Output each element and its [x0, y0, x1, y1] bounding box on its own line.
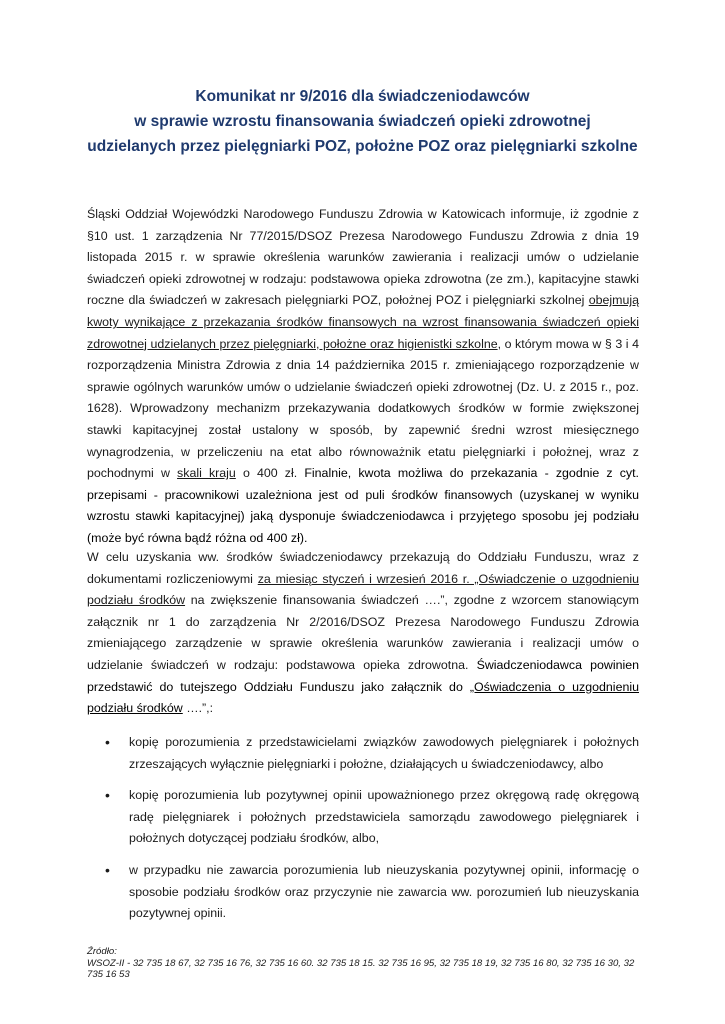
list-item: [87, 860, 639, 925]
paragraph-1-text-4: Finalnie, kwota możliwa do przekazania - zgodnie z cyt. przepisami - pracownikowi uzależniona jest od puli środków finansowych (uzyskanej w wyniku wzrostu stawki kapitacyjnej) jaką dysponuje świadczeniodawca i przyjętego sposobu jej podziału (może być równa bądź różna od 400 zł).: [87, 466, 639, 545]
paragraph-1-underlined-text: obejmują kwoty wynikające z przekazania środków finansowych na wzrost finansowania świadczeń opieki zdrowotnej udzielanych przez pielęgniarki, położne oraz higienistki szkolne: [87, 293, 639, 351]
list-item: [87, 732, 639, 775]
title-line-3: udzielanych przez pielęgniarki POZ, położne POZ oraz pielęgniarki szkolne: [87, 138, 638, 155]
bullet-icon: •: [105, 734, 110, 750]
title-line-2: w sprawie wzrostu finansowania świadczeń opieki zdrowotnej: [134, 113, 591, 130]
paragraph-1: [87, 204, 639, 550]
paragraph-2-text-4: ….”,:: [182, 701, 214, 716]
paragraph-1-text-3: o 400 zł.: [235, 466, 305, 481]
attachment-list: [87, 732, 639, 935]
bullet-icon: •: [105, 861, 110, 878]
document-title: [60, 84, 665, 159]
paragraph-1-underlined-scale: skali kraju: [177, 466, 236, 481]
list-item-text: kopię porozumienia z przedstawicielami związków zawodowych pielęgniarek i położnych zrzeszających wyłącznie pielęgniarki i położne, działających u świadczeniodawcy, albo: [129, 735, 639, 771]
paragraph-2-text-3: Świadczeniodawca powinien przedstawić do tutejszego Oddziału Funduszu jako załącznik do: [87, 657, 639, 694]
title-line-1: Komunikat nr 9/2016 dla świadczeniodawców: [195, 88, 530, 105]
source-text: WSOZ-II - 32 735 18 67, 32 735 16 76, 32 735 16 60. 32 735 18 15. 32 735 16 95, 32 735 18 19, 32 735 16 80, 32 735 16 30, 32 735 16 53: [87, 957, 635, 981]
list-item: [87, 785, 639, 850]
paragraph-2-underlined-declaration: „Oświadczenia o uzgodnieniu podziału środków: [87, 679, 639, 716]
source-label: Źródło:: [87, 946, 117, 957]
paragraph-1-text: Śląski Oddział Wojewódzki Narodowego Funduszu Zdrowia w Katowicach informuje, iż zgodnie z §10 ust. 1 zarządzenia Nr 77/2015/DSOZ Prezesa Narodowego Funduszu Zdrowia z dnia 19 listopada 2015 r. w sprawie określenia warunków zawierania i realizacji umów o udzielanie świadczeń opieki zdrowotnej w rodzaju: podstawowa opieka zdrowotna (ze zm.), kapitacyjne stawki roczne dla świadczeń w zakresach pielęgniarki POZ, położnej POZ i pielęgniarki szkolnej: [87, 207, 639, 308]
source-note: [87, 946, 647, 981]
paragraph-1-text-2: , o którym mowa w § 3 i 4 rozporządzenia Ministra Zdrowia z dnia 14 października 2015 r. zmieniającego rozporządzenie w sprawie ogólnych warunków umów o udzielanie świadczeń opieki zdrowotnej (Dz. U. z 2015 r., poz. 1628). Wprowadzony mechanizm przekazywania dodatkowych środków w formie zwiększonej stawki kapitacyjnej został ustalony w sposób, by zapewnić średni wzrost miesięcznego wynagrodzenia, w przeliczeniu na etat albo równoważnik etatu pielęgniarki i położnej, wraz z pochodnymi w: [87, 336, 639, 481]
paragraph-2-text-2: na zwiększenie finansowania świadczeń ….”, zgodne z wzorcem stanowiącym załącznik nr 1 do zarządzenia Nr 2/2016/DSOZ Prezesa Narodowego Funduszu Zdrowia zmieniającego zarządzenie w sprawie określenia warunków zawierania i realizacji umów o udzielanie świadczeń w rodzaju: podstawowa opieka zdrowotna.: [87, 593, 639, 672]
bullet-icon: •: [105, 787, 110, 804]
list-item-text: w przypadku nie zawarcia porozumienia lub nieuzyskania pozytywnej opinii, informację o sposobie podziału środków oraz przyczynie nie zawarcia ww. porozumień lub nieuzyskania pozytywnej opinii.: [129, 862, 639, 921]
paragraph-2: [87, 547, 639, 720]
paragraph-2-underlined-text: za miesiąc styczeń i wrzesień 2016 r. „Oświadczenie o uzgodnieniu podziału środków: [87, 571, 639, 608]
paragraph-2-text: W celu uzyskania ww. środków świadczeniodawcy przekazują do Oddziału Funduszu, wraz z dokumentami rozliczeniowymi: [87, 550, 639, 586]
list-item-text: kopię porozumienia lub pozytywnej opinii upoważnionego przez okręgową radę okręgową radę pielęgniarek i położnych przedstawiciela samorządu zawodowego pielęgniarek i położnych dotyczącej podziału środków, albo,: [129, 788, 639, 846]
